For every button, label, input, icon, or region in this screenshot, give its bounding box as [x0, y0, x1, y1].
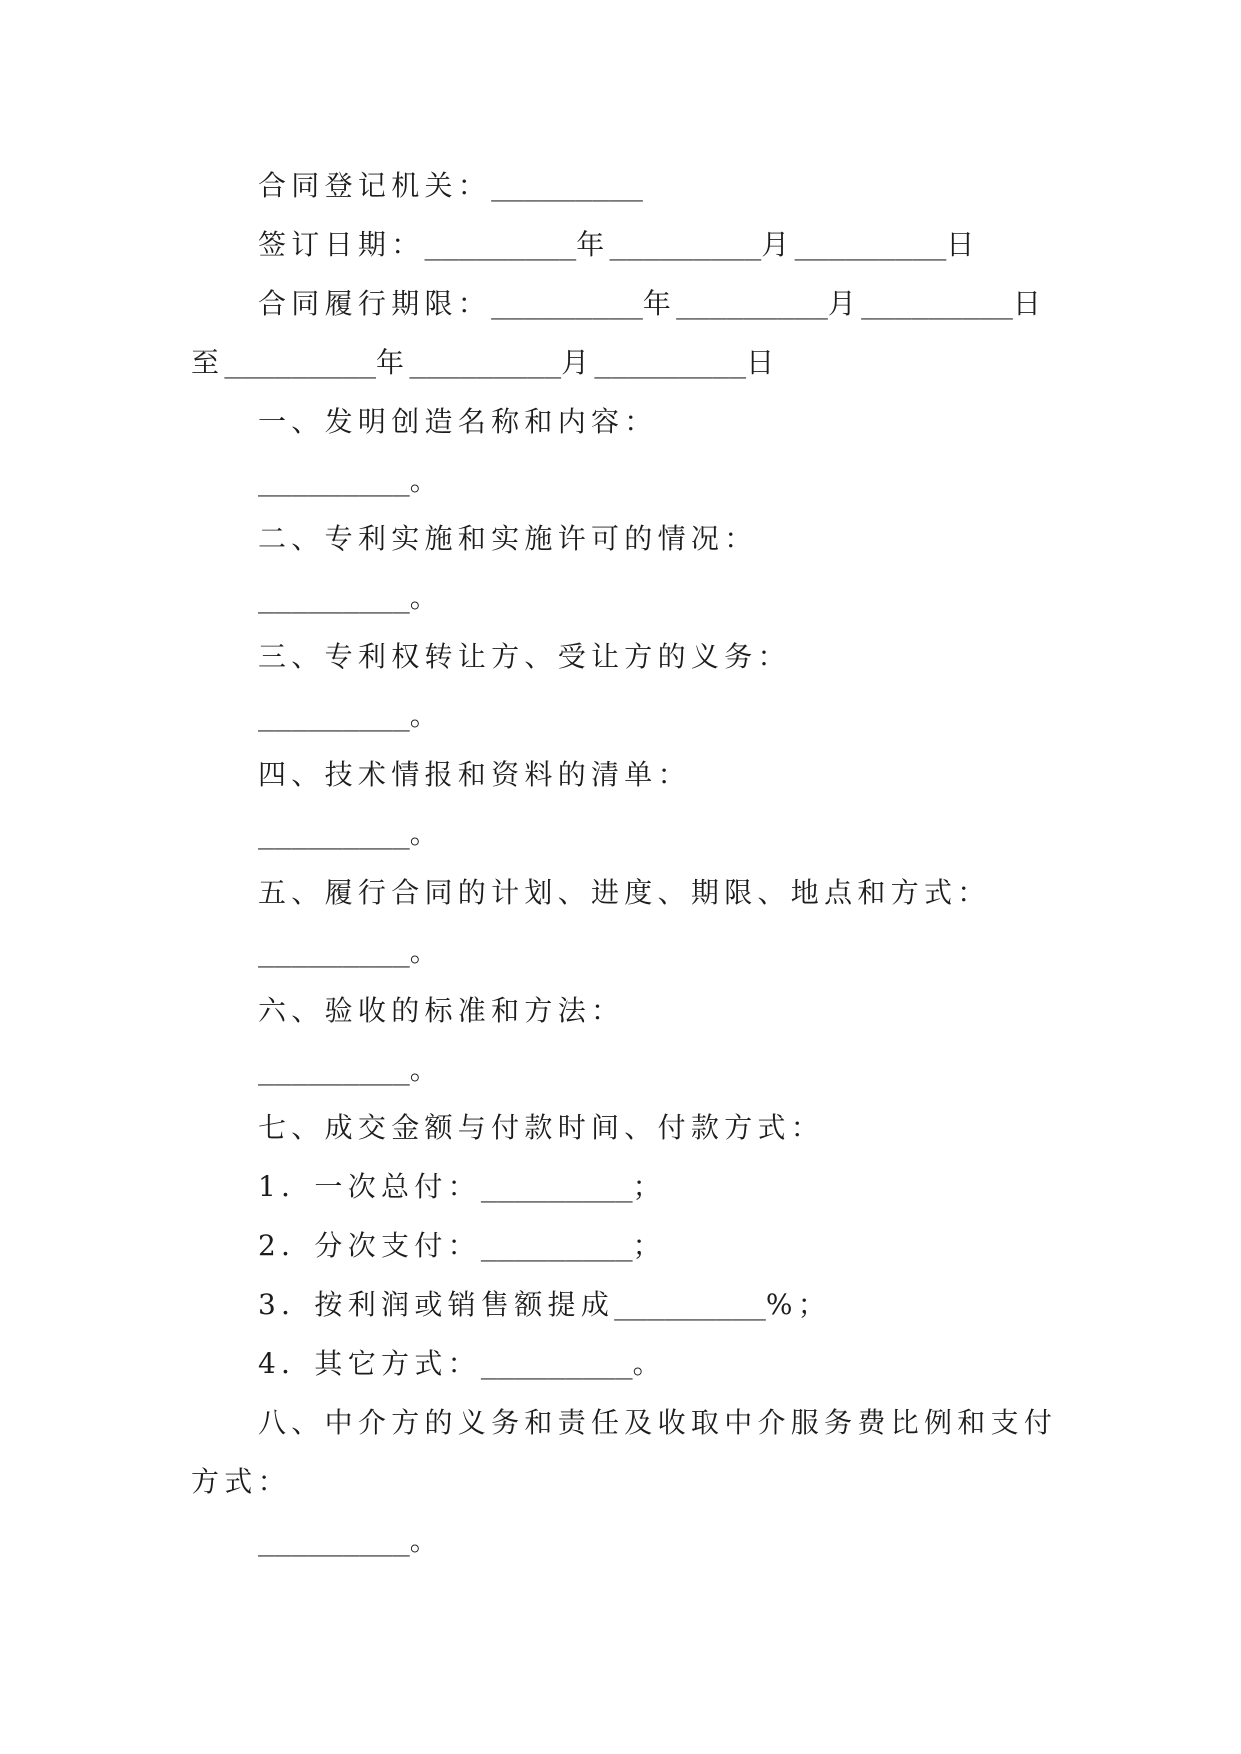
section-heading-text: 八、中介方的义务和责任及收取中介服务费比例和支付 [258, 1406, 1058, 1439]
section-heading-text: 二、专利实施和实施许可的情况： [258, 522, 758, 555]
payment-option-4 [258, 1334, 666, 1393]
start-month-blank: _________ [676, 287, 828, 320]
signing-month-blank: _________ [609, 228, 762, 261]
performance-end-line [191, 333, 779, 392]
registration-authority-line [258, 156, 643, 215]
fill-blank: _________ [258, 935, 410, 968]
payment-option-3 [258, 1275, 831, 1334]
payment-option-1 [258, 1157, 666, 1216]
section-heading-4 [258, 745, 691, 804]
section-heading-7 [258, 1098, 824, 1157]
payment-option-blank: _________ [480, 1170, 633, 1203]
payment-option-suffix: %； [765, 1288, 832, 1321]
section-fill-line-2 [258, 568, 443, 627]
performance-start-line [258, 274, 1046, 333]
section-heading-text: 四、技术情报和资料的清单： [258, 758, 691, 791]
year-label: 年 [376, 346, 410, 379]
payment-option-blank: _________ [480, 1347, 633, 1380]
section-fill-line-4 [258, 804, 443, 863]
payment-option-2 [258, 1216, 666, 1275]
fill-blank: _________ [258, 1053, 410, 1086]
section-heading-6 [258, 981, 624, 1040]
payment-option-label: 3．按利润或销售额提成 [258, 1288, 615, 1321]
section-heading-8 [258, 1393, 1057, 1452]
year-label: 年 [576, 228, 610, 261]
section-heading-3 [258, 627, 791, 686]
signing-date-label: 签订日期： [258, 228, 425, 261]
fill-blank: _________ [258, 581, 410, 614]
month-label: 月 [827, 287, 862, 320]
year-label: 年 [642, 287, 677, 320]
start-day-blank: _________ [861, 287, 1013, 320]
day-label: 日 [946, 228, 980, 261]
section-heading-1 [258, 392, 658, 451]
full-stop: 。 [409, 1524, 444, 1557]
full-stop: 。 [409, 581, 444, 614]
payment-option-label: 2．分次支付： [258, 1229, 481, 1262]
full-stop: 。 [409, 817, 444, 850]
signing-day-blank: _________ [794, 228, 947, 261]
registration-authority-label: 合同登记机关： [258, 169, 492, 202]
section-heading-2 [258, 509, 758, 568]
month-label: 月 [561, 346, 595, 379]
section-heading-continued-text: 方式： [191, 1465, 291, 1498]
section-heading-8-continued [191, 1452, 291, 1511]
section-fill-line-1 [258, 451, 443, 510]
section-heading-text: 七、成交金额与付款时间、付款方式： [258, 1111, 825, 1144]
registration-authority-blank: _________ [491, 169, 643, 202]
section-fill-line-3 [258, 686, 443, 745]
payment-option-blank: _________ [480, 1229, 633, 1262]
section-heading-text: 一、发明创造名称和内容： [258, 405, 658, 438]
fill-blank: _________ [258, 817, 410, 850]
fill-blank: _________ [258, 1524, 410, 1557]
full-stop: 。 [409, 464, 444, 497]
fill-blank: _________ [258, 464, 410, 497]
signing-year-blank: _________ [424, 228, 577, 261]
payment-option-suffix: 。 [632, 1347, 666, 1380]
to-label: 至 [191, 346, 225, 379]
payment-option-suffix: ； [632, 1229, 666, 1262]
performance-period-label: 合同履行期限： [258, 287, 492, 320]
section-heading-text: 三、专利权转让方、受让方的义务： [258, 640, 791, 673]
end-day-blank: _________ [594, 346, 747, 379]
section-fill-line-6 [258, 1040, 443, 1099]
fill-blank: _________ [258, 699, 410, 732]
section-fill-line-8 [258, 1511, 443, 1570]
end-year-blank: _________ [224, 346, 377, 379]
payment-option-blank: _________ [614, 1288, 766, 1321]
section-heading-5 [258, 863, 991, 922]
section-heading-text: 六、验收的标准和方法： [258, 994, 625, 1027]
day-label: 日 [1012, 287, 1047, 320]
payment-option-label: 1．一次总付： [258, 1170, 481, 1203]
end-month-blank: _________ [409, 346, 562, 379]
start-year-blank: _________ [491, 287, 643, 320]
day-label: 日 [746, 346, 780, 379]
signing-date-line [258, 215, 980, 274]
payment-option-label: 4．其它方式： [258, 1347, 481, 1380]
payment-option-suffix: ； [632, 1170, 666, 1203]
section-fill-line-5 [258, 922, 443, 981]
full-stop: 。 [409, 699, 444, 732]
month-label: 月 [761, 228, 795, 261]
section-heading-text: 五、履行合同的计划、进度、期限、地点和方式： [258, 876, 991, 909]
full-stop: 。 [409, 935, 444, 968]
full-stop: 。 [409, 1053, 444, 1086]
